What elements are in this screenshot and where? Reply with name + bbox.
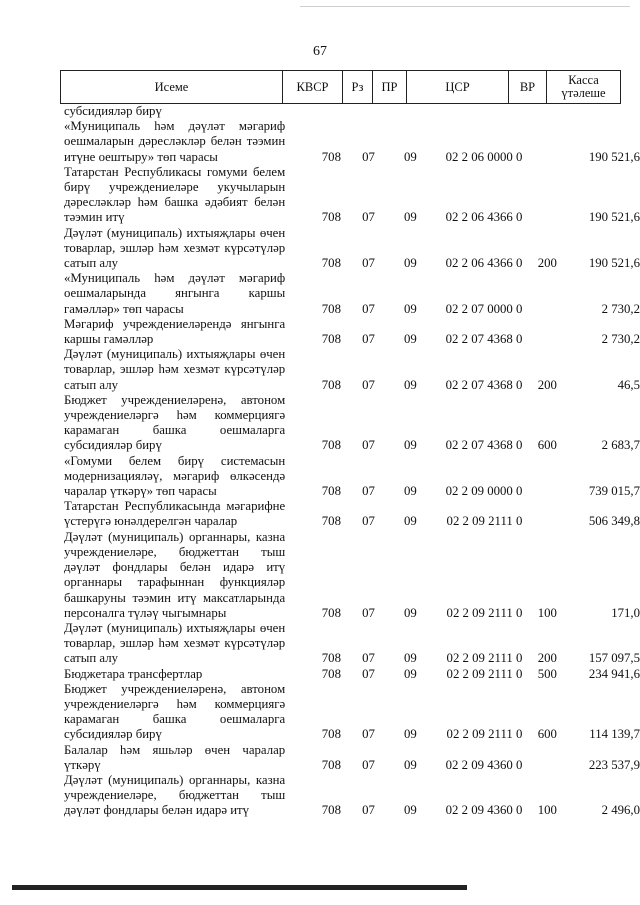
row-kvsr: 708 (321, 377, 341, 392)
row-kvsr: 708 (321, 438, 341, 453)
row-kvsr: 708 (321, 727, 341, 742)
row-kvsr: 708 (321, 301, 341, 316)
row-sum: 2 730,2 (601, 301, 640, 316)
row-name: Татарстан Республикасында мәгарифне үстерүгә юнәлдерелгән чаралар (64, 499, 286, 529)
row-pr: 09 (403, 666, 417, 681)
row-name: «Муниципаль һәм дәүләт мәгариф оешмаларында янгынга каршы гамәлләр» төп чарасы (64, 271, 286, 316)
row-csr: 02 2 09 2111 0 (446, 651, 523, 666)
row-csr: 02 2 09 4360 0 (445, 757, 523, 772)
row-sum: 114 139,7 (589, 727, 640, 742)
row-name: Дәүләт (муниципаль) ихтыяҗлары өчен товарлар, эшләр һәм хезмәт күрсәтүләр сатып алу (64, 225, 286, 271)
row-kvsr: 708 (321, 484, 341, 499)
header-kvsr: КВСР (283, 71, 343, 103)
row-sum: 157 097,5 (588, 651, 640, 666)
row-rz: 07 (362, 757, 375, 772)
row-sum: 190 521,6 (588, 210, 640, 225)
row-csr: 02 2 07 4368 0 (445, 332, 523, 347)
row-vr: 600 (537, 438, 557, 453)
row-csr: 02 2 09 2111 0 (446, 514, 523, 529)
row-csr: 02 2 07 0000 0 (445, 301, 523, 316)
row-kvsr: 708 (321, 256, 341, 271)
row-pr: 09 (403, 332, 417, 347)
row-sum: 2 496,0 (601, 803, 640, 818)
row-rz: 07 (362, 727, 375, 742)
row-name: Дәүләт (муниципаль) органнары, казна учреждениеләре, бюджеттан тыш дәүләт фондлары белән идарә итү органнары тарафыннан функцияләр башкаруны тәэмин итү максатларында персоналга түләү чыгымнары (64, 529, 286, 620)
table-body (60, 104, 640, 819)
row-rz: 07 (362, 377, 375, 392)
row-name: Мәгариф учреждениеләрендә янгынга каршы гамәлләр (64, 316, 286, 347)
table-row (60, 667, 640, 682)
row-pr: 09 (403, 605, 417, 620)
table-row (60, 499, 640, 529)
row-name: «Муниципаль һәм дәүләт мәгариф оешмаларын дәресләкләр белән тәэмин итүне оештыру» төп чарасы (64, 119, 286, 164)
table-row (60, 165, 640, 226)
row-pr: 09 (403, 301, 417, 316)
header-sum: Касса үтәлеше (561, 73, 606, 100)
table-row (60, 271, 640, 317)
row-rz: 07 (362, 803, 375, 818)
row-name: Татарстан Республикасы гомуми белем бирү учреждениеләре укучыларын дәресләкләр һәм башка әдәбият белән тәэмин итү (64, 164, 286, 225)
row-sum: 506 349,8 (588, 514, 640, 529)
header-rz: Рз (343, 71, 373, 103)
row-csr: 02 2 09 0000 0 (445, 484, 523, 499)
row-csr: 02 2 07 4368 0 (445, 438, 523, 453)
row-rz: 07 (362, 484, 375, 499)
row-kvsr: 708 (321, 514, 341, 529)
table-row (60, 621, 640, 667)
table-row (60, 393, 640, 454)
row-pr: 09 (403, 651, 417, 666)
page-number: 67 (313, 44, 327, 59)
row-rz: 07 (362, 210, 375, 225)
row-kvsr: 708 (321, 757, 341, 772)
row-sum: 190 521,6 (588, 149, 640, 164)
row-name: Дәүләт (муниципаль) ихтыяҗлары өчен товарлар, эшләр һәм хезмәт күрсәтүләр сатып алу (64, 347, 286, 392)
row-rz: 07 (362, 666, 375, 681)
table-row (60, 743, 640, 773)
row-pr: 09 (403, 256, 417, 271)
table-row (60, 317, 640, 347)
row-pr: 09 (403, 210, 417, 225)
row-pr: 09 (403, 438, 417, 453)
table-row (60, 454, 640, 500)
top-scan-mark (300, 6, 630, 7)
header-vr: ВР (509, 71, 547, 103)
row-name: Бюджет учреждениеләренә, автоном учреждениеләргә һәм коммерциягә карамаган башка оешмаларга субсидияләр бирү (64, 681, 286, 742)
row-kvsr: 708 (321, 651, 341, 666)
row-csr: 02 2 06 4366 0 (445, 256, 523, 271)
row-sum: 46,5 (617, 377, 640, 392)
row-rz: 07 (362, 149, 375, 164)
table-row (60, 347, 640, 393)
row-rz: 07 (362, 332, 375, 347)
row-name: Дәүләт (муниципаль) органнары, казна учреждениеләре, бюджеттан тыш дәүләт фондлары белән идарә итү (64, 772, 286, 818)
row-csr: 02 2 09 4360 0 (445, 803, 523, 818)
row-rz: 07 (362, 651, 375, 666)
table-row (60, 530, 640, 621)
row-name: Дәүләт (муниципаль) ихтыяҗлары өчен товарлар, эшләр һәм хезмәт күрсәтүләр сатып алу (64, 620, 286, 666)
row-pr: 09 (403, 727, 417, 742)
row-sum: 2 683,7 (601, 438, 640, 453)
row-name: Балалар һәм яшьләр өчен чаралар үткәрү (64, 742, 286, 772)
table-row (60, 773, 640, 819)
row-sum: 223 537,9 (588, 757, 640, 772)
row-kvsr: 708 (321, 803, 341, 818)
header-csr: ЦСР (407, 71, 509, 103)
row-pr: 09 (403, 803, 417, 818)
row-csr: 02 2 09 2111 0 (446, 605, 523, 620)
row-pr: 09 (403, 484, 417, 499)
row-pr: 09 (403, 514, 417, 529)
row-rz: 07 (362, 514, 375, 529)
row-pr: 09 (403, 757, 417, 772)
row-kvsr: 708 (321, 210, 341, 225)
row-vr: 100 (537, 803, 557, 818)
row-kvsr: 708 (321, 149, 341, 164)
row-sum: 171,0 (611, 605, 640, 620)
row-vr: 200 (537, 651, 557, 666)
row-csr: 02 2 09 2111 0 (446, 727, 523, 742)
row-name: Бюджет учреждениеләренә, автоном учреждениеләргә һәм коммерциягә карамаган башка оешмаларга субсидияләр бирү (64, 392, 286, 453)
row-vr: 100 (537, 605, 557, 620)
row-rz: 07 (362, 256, 375, 271)
row-csr: 02 2 06 4366 0 (445, 210, 523, 225)
row-name: «Гомуми белем бирү системасын модернизацияләү, мәгариф өлкәсендә чаралар үткәрү» төп чарасы (64, 453, 286, 499)
row-sum: 234 941,6 (588, 666, 640, 681)
row-sum: 190 521,6 (588, 256, 640, 271)
row-csr: 02 2 07 4368 0 (445, 377, 523, 392)
table-row (60, 226, 640, 272)
row-sum: 739 015,7 (588, 484, 640, 499)
row-vr: 600 (537, 727, 557, 742)
row-pr: 09 (403, 377, 417, 392)
row-name: Бюджетара трансфертлар (64, 666, 203, 681)
table-row (60, 104, 640, 119)
row-vr: 500 (537, 666, 557, 681)
table-row (60, 119, 640, 165)
row-name: субсидияләр бирү (64, 104, 162, 118)
row-vr: 200 (537, 256, 557, 271)
row-kvsr: 708 (321, 666, 341, 681)
bottom-scan-bar (12, 885, 467, 890)
row-csr: 02 2 06 0000 0 (445, 149, 523, 164)
table-row (60, 682, 640, 743)
header-name: Исеме (61, 71, 283, 103)
table-header (60, 70, 621, 104)
row-rz: 07 (362, 438, 375, 453)
row-pr: 09 (403, 149, 417, 164)
row-kvsr: 708 (321, 332, 341, 347)
row-csr: 02 2 09 2111 0 (446, 666, 523, 681)
row-sum: 2 730,2 (601, 332, 640, 347)
row-vr: 200 (537, 377, 557, 392)
row-rz: 07 (362, 605, 375, 620)
row-kvsr: 708 (321, 605, 341, 620)
header-pr: ПР (373, 71, 407, 103)
row-rz: 07 (362, 301, 375, 316)
